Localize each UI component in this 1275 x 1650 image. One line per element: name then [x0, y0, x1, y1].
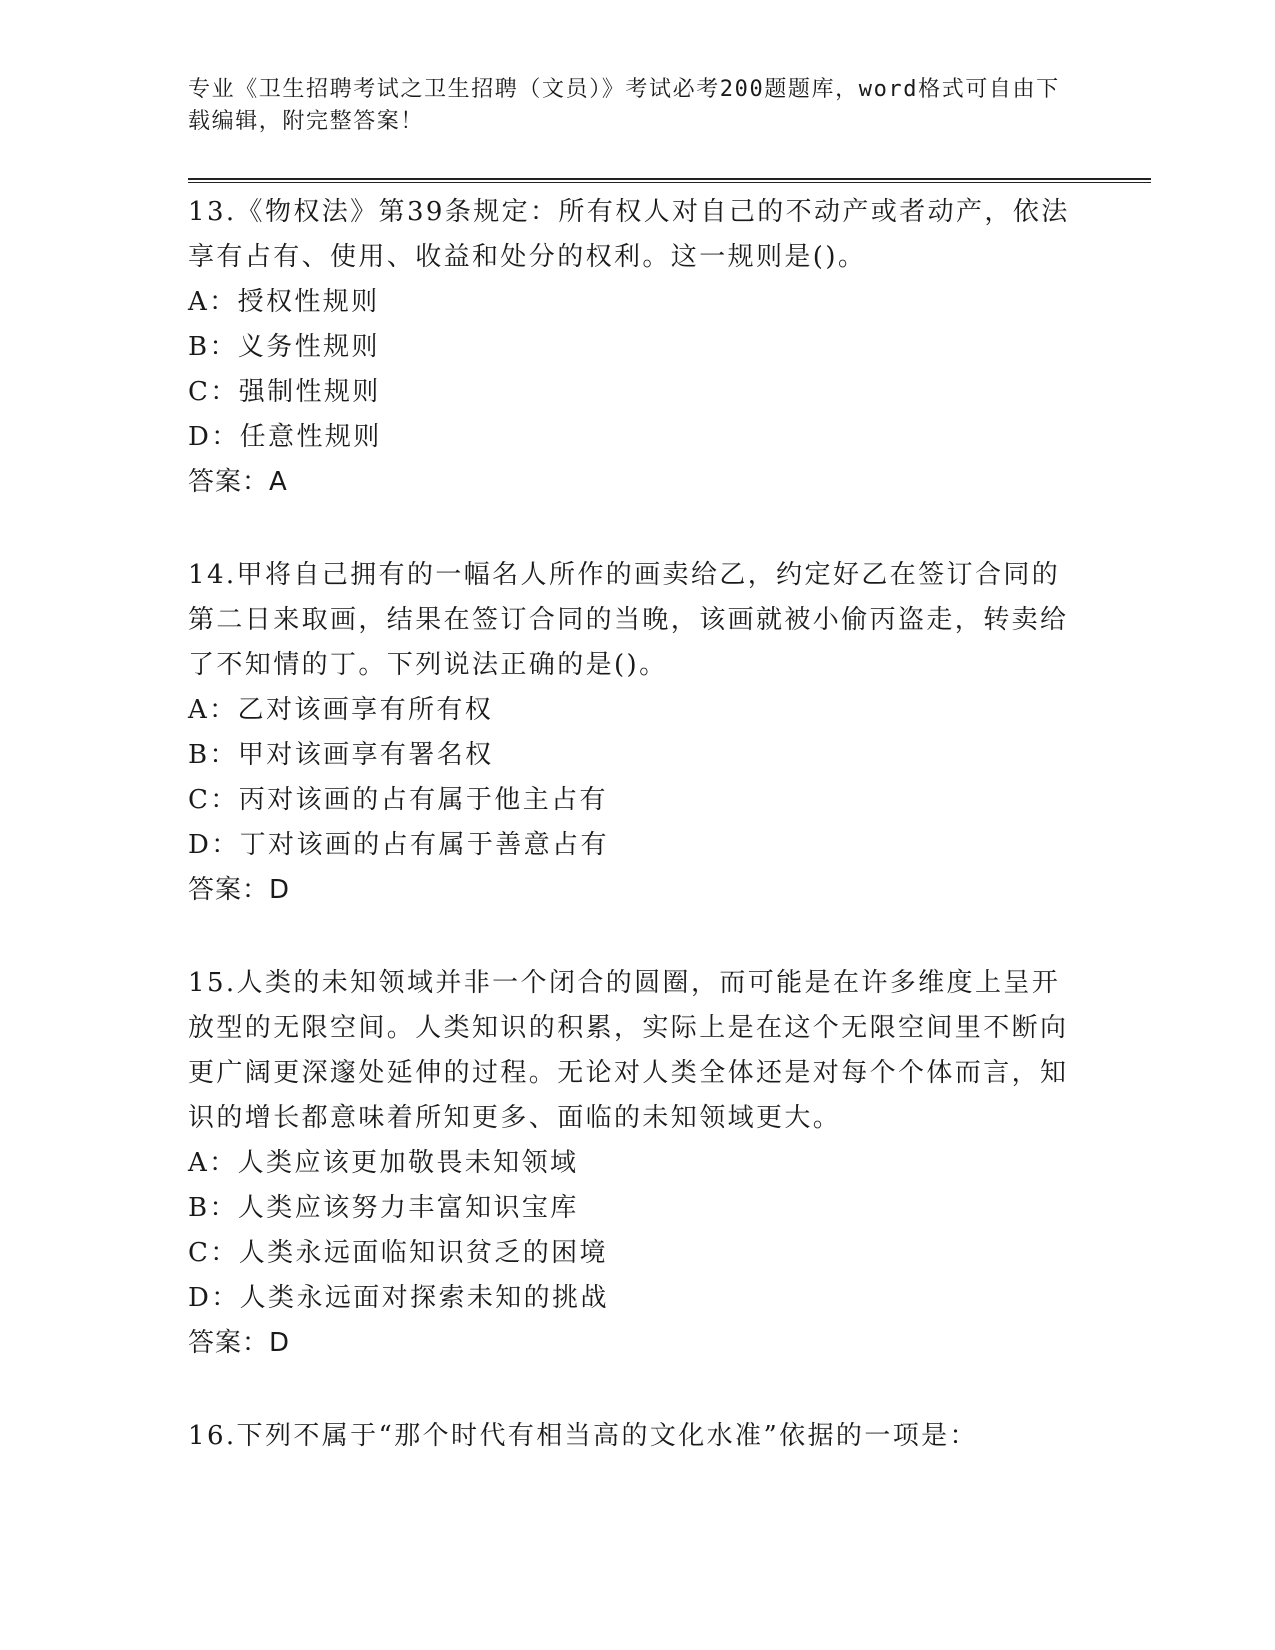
option-d: D：丁对该画的占有属于善意占有 [188, 830, 609, 860]
option-c: C：人类永远面临知识贫乏的困境 [188, 1238, 608, 1268]
option-d: D：任意性规则 [188, 422, 382, 452]
option-a: A：乙对该画享有所有权 [188, 695, 494, 725]
answer: 答案：D [188, 1328, 291, 1358]
option-b: B：义务性规则 [188, 332, 380, 362]
option-b: B：人类应该努力丰富知识宝库 [188, 1193, 579, 1223]
answer: 答案：D [188, 875, 291, 905]
answer: 答案：A [188, 467, 288, 497]
question-stem: 14.甲将自己拥有的一幅名人所作的画卖给乙，约定好乙在签订合同的第二日来取画，结果在签订合同的当晚，该画就被小偷丙盗走，转卖给了不知情的丁。下列说法正确的是()。 [188, 560, 1069, 680]
option-b: B：甲对该画享有署名权 [188, 740, 494, 770]
question-stem: 13.《物权法》第39条规定：所有权人对自己的不动产或者动产，依法享有占有、使用、收益和处分的权利。这一规则是()。 [188, 197, 1070, 272]
question-stem: 15.人类的未知领域并非一个闭合的圆圈，而可能是在许多维度上呈开放型的无限空间。人类知识的积累，实际上是在这个无限空间里不断向更广阔更深邃处延伸的过程。无论对人类全体还是对每个个体而言，知识的增长都意味着所知更多、面临的未知领域更大。 [188, 968, 1069, 1133]
question-13 [188, 190, 1078, 505]
header-divider-thin [188, 182, 1151, 183]
document-header: 专业《卫生招聘考试之卫生招聘（文员）》考试必考200题题库，word格式可自由下载编辑，附完整答案！ [188, 77, 1060, 134]
option-c: C：丙对该画的占有属于他主占有 [188, 785, 608, 815]
option-c: C：强制性规则 [188, 377, 381, 407]
question-15 [188, 961, 1078, 1366]
option-d: D：人类永远面对探索未知的挑战 [188, 1283, 609, 1313]
question-16 [188, 1414, 1078, 1459]
option-a: A：授权性规则 [188, 287, 380, 317]
header-divider [188, 178, 1151, 180]
option-a: A：人类应该更加敬畏未知领域 [188, 1148, 579, 1178]
question-stem: 16.下列不属于“那个时代有相当高的文化水准”依据的一项是： [188, 1421, 978, 1451]
question-14 [188, 553, 1078, 913]
question-list [188, 190, 1078, 1507]
